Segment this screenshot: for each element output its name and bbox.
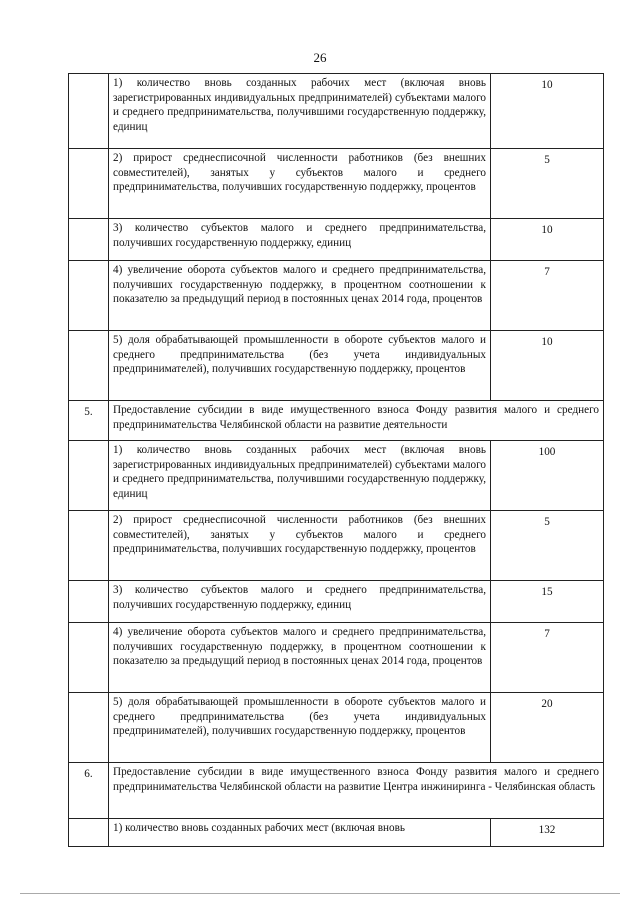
row-number-cell [69,441,109,511]
row-number-cell [69,149,109,219]
indicator-value-cell: 10 [491,331,604,401]
indicator-value-cell: 132 [491,819,604,847]
indicator-value-cell: 10 [491,219,604,261]
page-bottom-edge [20,893,620,894]
indicator-value-cell: 100 [491,441,604,511]
indicator-text-cell: 1) количество вновь созданных рабочих мест (включая вновь [109,819,491,847]
section-title-cell: Предоставление субсидии в виде имущественного взноса Фонду развития малого и среднего предпринимательства Челябинской области на развитие деятельности [109,401,604,441]
section-row [69,763,604,819]
indicator-text-cell: 5) доля обрабатывающей промышленности в обороте субъектов малого и среднего предпринимательства (без учета индивидуальных предпринимателей), получивших государственную поддержку, процентов [109,331,491,401]
row-number-cell [69,819,109,847]
row-number-cell [69,74,109,149]
indicator-row [69,623,604,693]
indicator-text-cell: 1) количество вновь созданных рабочих мест (включая вновь зарегистрированных индивидуальных предпринимателей) субъектами малого и среднего предпринимательства, получившими государственную поддержку, единиц [109,74,491,149]
indicator-text-cell: 2) прирост среднесписочной численности работников (без внешних совместителей), занятых у субъектов малого и среднего предпринимательства, получивших государственную поддержку, процентов [109,149,491,219]
indicator-row [69,149,604,219]
indicator-row [69,693,604,763]
indicator-value-cell: 7 [491,261,604,331]
indicator-value-cell: 7 [491,623,604,693]
indicator-row [69,331,604,401]
indicator-text-cell: 1) количество вновь созданных рабочих мест (включая вновь зарегистрированных индивидуальных предпринимателей) субъектами малого и среднего предпринимательства, получившими государственную поддержку, единиц [109,441,491,511]
indicator-value-cell: 5 [491,511,604,581]
indicator-text-cell: 4) увеличение оборота субъектов малого и среднего предпринимательства, получивших государственную поддержку, в процентном соотношении к показателю за предыдущий период в постоянных ценах 2014 года, процентов [109,623,491,693]
row-number-cell [69,511,109,581]
indicator-value-cell: 20 [491,693,604,763]
indicator-text-cell: 3) количество субъектов малого и среднего предпринимательства, получивших государственную поддержку, единиц [109,219,491,261]
row-number-cell: 6. [69,763,109,819]
indicator-row [69,74,604,149]
row-number-cell: 5. [69,401,109,441]
indicator-row [69,261,604,331]
section-row [69,401,604,441]
indicator-text-cell: 3) количество субъектов малого и среднего предпринимательства, получивших государственную поддержку, единиц [109,581,491,623]
indicator-value-cell: 10 [491,74,604,149]
row-number-cell [69,331,109,401]
indicator-value-cell: 15 [491,581,604,623]
indicator-row [69,219,604,261]
indicator-row [69,819,604,847]
row-number-cell [69,261,109,331]
row-number-cell [69,623,109,693]
indicator-text-cell: 5) доля обрабатывающей промышленности в обороте субъектов малого и среднего предпринимательства (без учета индивидуальных предпринимателей), получивших государственную поддержку, процентов [109,693,491,763]
row-number-cell [69,581,109,623]
indicator-text-cell: 2) прирост среднесписочной численности работников (без внешних совместителей), занятых у субъектов малого и среднего предпринимательства, получивших государственную поддержку, процентов [109,511,491,581]
indicator-value-cell: 5 [491,149,604,219]
page-number: 26 [313,50,327,65]
section-title-cell: Предоставление субсидии в виде имущественного взноса Фонду развития малого и среднего предпринимательства Челябинской области на развитие Центра инжиниринга - Челябинская область [109,763,604,819]
indicators-table [68,73,604,847]
indicator-row [69,441,604,511]
row-number-cell [69,219,109,261]
indicator-text-cell: 4) увеличение оборота субъектов малого и среднего предпринимательства, получивших государственную поддержку, в процентном соотношении к показателю за предыдущий период в постоянных ценах 2014 года, процентов [109,261,491,331]
indicator-row [69,511,604,581]
row-number-cell [69,693,109,763]
indicator-row [69,581,604,623]
